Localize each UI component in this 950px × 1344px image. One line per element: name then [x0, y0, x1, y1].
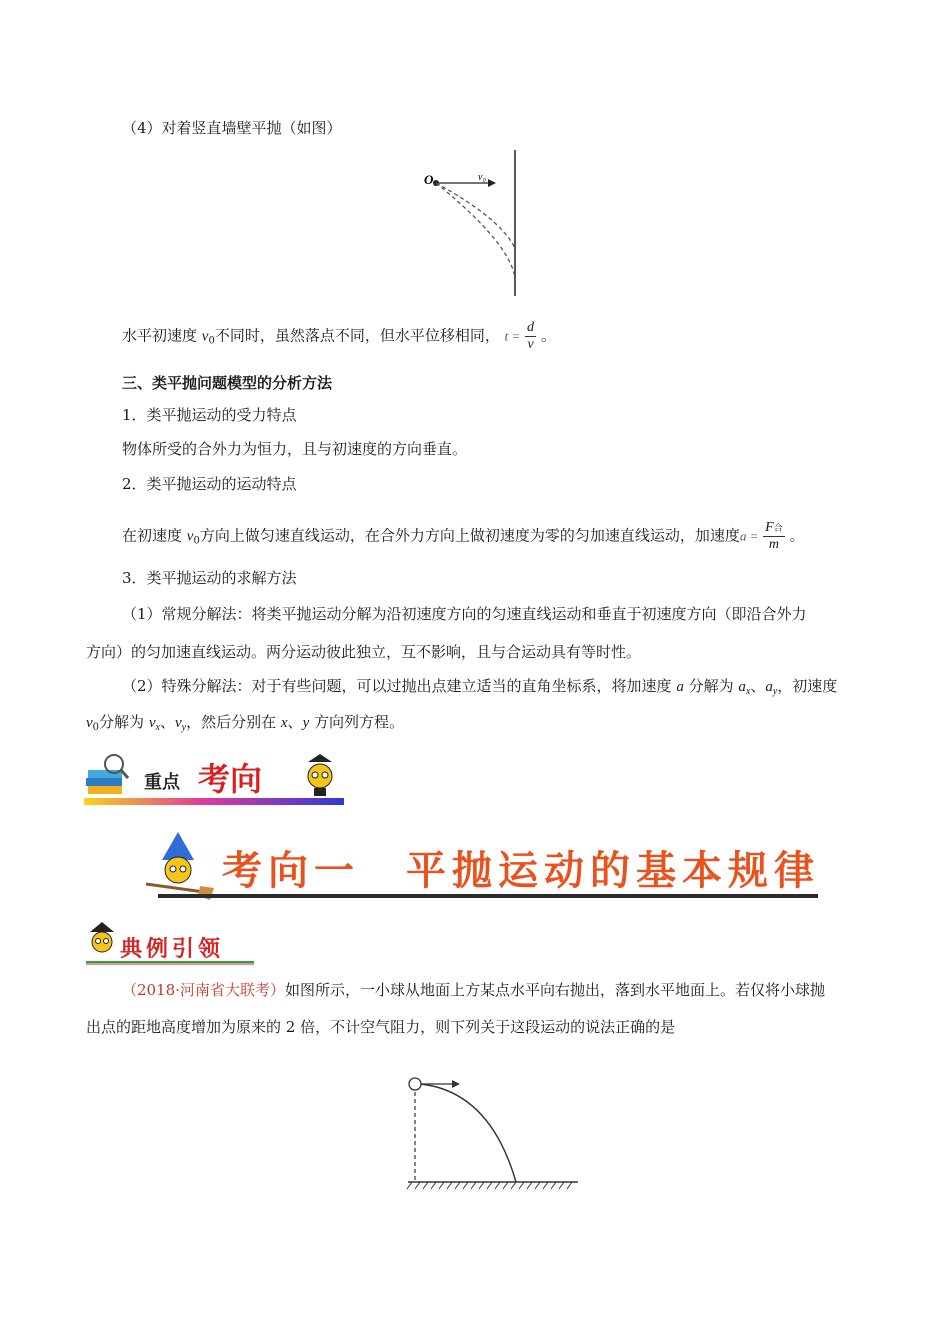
subsection-heading-4: （4）对着竖直墙壁平抛（如图） [122, 119, 342, 137]
section-title-3: 三、类平抛问题模型的分析方法 [122, 374, 333, 392]
topic-one-title: 考向一 平抛运动的基本规律 [222, 847, 820, 894]
wall-projectile-figure [420, 148, 530, 298]
ball-projectile-figure [400, 1070, 585, 1200]
problem-line1: （2018·河南省大联考）如图所示，一小球从地面上方某点水平向右抛出，落到水平地面上。若仅将小球抛 [122, 981, 825, 999]
banner-big-text: 考向 [198, 760, 263, 798]
v0-label: v₀ [478, 172, 486, 183]
mascot-small-icon [90, 922, 114, 952]
problem-source: （2018·河南省大联考） [122, 981, 285, 999]
item-1-heading: 1．类平抛运动的受力特点 [122, 406, 297, 424]
method-2-line2: $v_0$分解为 $v_x$、$v_y$，然后分别在 x、y 方向列方程。 [86, 713, 405, 733]
example-lead-banner [84, 914, 264, 968]
banner-small-text: 重点 [144, 772, 180, 793]
item-1-text: 物体所受的合外力为恒力，且与初速度的方向垂直。 [122, 440, 468, 458]
books-icon [86, 755, 128, 794]
key-direction-banner [84, 748, 346, 808]
item-3-heading: 3．类平抛运动的求解方法 [122, 569, 297, 587]
method-1-line2: 方向）的匀加速直线运动。两分运动彼此独立，互不影响，且与合运动具有等时性。 [86, 643, 642, 661]
method-1-line1: （1）常规分解法：将类平抛运动分解为沿初速度方向的匀速直线运动和垂直于初速度方向（即沿合外力 [122, 605, 807, 623]
wizard-mascot-icon [146, 832, 214, 900]
problem-line2: 出点的距地高度增加为原来的 2 倍，不计空气阻力，则下列关于这段运动的说法正确的是 [86, 1018, 676, 1036]
formula-d-over-v: $\frac{d}{v}$ [527, 320, 535, 352]
item-2-text: 在初速度 $v_0$方向上做匀速直线运动，在合外力方向上做初速度为零的匀加速直线运动，加速度a = $\frac{\text{F合}}{m}$ 。 [122, 520, 805, 552]
example-lead-title: 典例引领 [120, 936, 225, 962]
formula-f-over-m: $\frac{\text{F合}}{m}$ [765, 520, 783, 552]
wall-conclusion-text: 水平初速度 $v_0$不同时，虽然落点不同，但水平位移相同， t = $\frac{d}{v}$ 。 [122, 320, 556, 352]
method-2-line1: （2）特殊分解法：对于有些问题，可以过抛出点建立适当的直角坐标系，将加速度 a 分解为 $a_x$、$a_y$，初速度 [122, 677, 838, 697]
mascot-icon [308, 754, 332, 796]
topic-one-banner [140, 826, 820, 904]
item-2-heading: 2．类平抛运动的运动特点 [122, 475, 297, 493]
origin-label: O [424, 172, 434, 187]
